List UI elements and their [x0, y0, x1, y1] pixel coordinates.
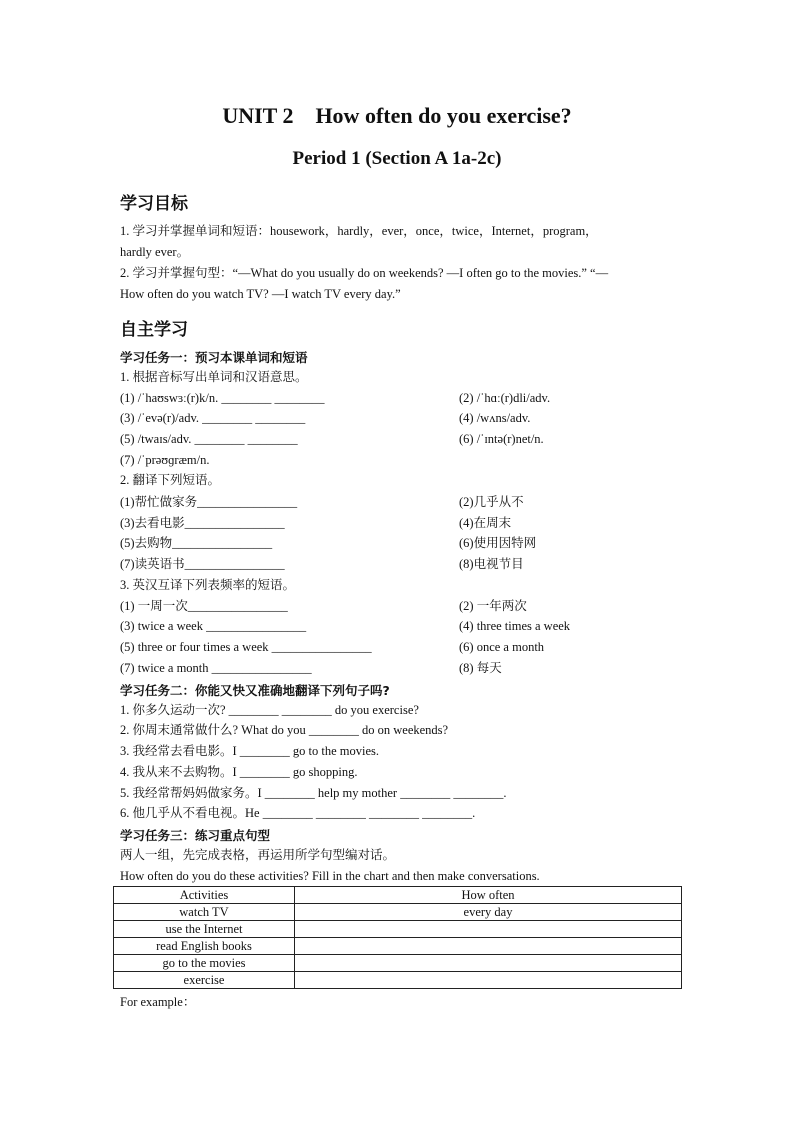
- example-label: For example：: [120, 995, 196, 1009]
- table-row: [114, 921, 682, 938]
- period-subtitle: Period 1 (Section A 1a-2c): [292, 148, 502, 169]
- phonetic-item: (5) /twaɪs/adv. ________ ________: [120, 432, 298, 446]
- frequency-cell[interactable]: [295, 938, 682, 955]
- phonetic-item: (3) /ˈevə(r)/adv. ________ ________: [120, 411, 306, 425]
- phrase-item: (6)使用因特网: [459, 536, 537, 550]
- question-heading: 1. 根据音标写出单词和汉语意思。: [120, 370, 308, 384]
- task2-heading: 学习任务二：你能又快又准确地翻译下列句子吗?: [120, 683, 390, 698]
- translation-sentence: 2. 你周末通常做什么? What do you ________ do on weekends?: [120, 723, 449, 737]
- translation-sentence: 5. 我经常帮妈妈做家务。I ________ help my mother ________ ________.: [120, 786, 507, 800]
- phrase-item: (4)在周末: [459, 516, 512, 530]
- translation-sentence: 4. 我从来不去购物。I ________ go shopping.: [120, 765, 358, 779]
- table-header-how-often: How often: [295, 887, 682, 904]
- question-heading: 2. 翻译下列短语。: [120, 473, 221, 487]
- phonetic-item: (7) /ˈprəʊɡræm/n.: [120, 453, 210, 467]
- task1-heading: 学习任务一：预习本课单词和短语: [120, 350, 308, 365]
- task3-instruction: 两人一组，先完成表格，再运用所学句型编对话。: [120, 848, 396, 862]
- section-heading-goals: 学习目标: [120, 194, 188, 214]
- section-heading-self-study: 自主学习: [120, 320, 188, 340]
- table-row: [114, 955, 682, 972]
- activity-cell: use the Internet: [114, 921, 295, 938]
- table-row: [114, 904, 682, 921]
- table-header-activities: Activities: [114, 887, 295, 904]
- task3-instruction-english: How often do you do these activities? Fill in the chart and then make conversations.: [120, 869, 540, 883]
- activity-cell: go to the movies: [114, 955, 295, 972]
- frequency-item: (5) three or four times a week ________________: [120, 640, 372, 654]
- phrase-item: (5)去购物________________: [120, 536, 273, 550]
- activities-table: [113, 886, 682, 989]
- phrase-item: (8)电视节目: [459, 557, 524, 571]
- frequency-item: (2) 一年两次: [459, 599, 527, 613]
- activity-cell: read English books: [114, 938, 295, 955]
- frequency-item: (4) three times a week: [459, 619, 571, 633]
- frequency-cell[interactable]: every day: [295, 904, 682, 921]
- goal-line: hardly ever。: [120, 245, 190, 259]
- task3-heading: 学习任务三：练习重点句型: [120, 828, 271, 843]
- frequency-item: (3) twice a week ________________: [120, 619, 307, 633]
- frequency-item: (7) twice a month ________________: [120, 661, 312, 675]
- table-row: [114, 972, 682, 989]
- frequency-cell[interactable]: [295, 955, 682, 972]
- goal-line: How often do you watch TV? —I watch TV every day.”: [120, 287, 401, 301]
- question-heading: 3. 英汉互译下列表频率的短语。: [120, 578, 296, 592]
- frequency-item: (6) once a month: [459, 640, 545, 654]
- frequency-item: (8) 每天: [459, 661, 502, 675]
- phonetic-item: (4) /wʌns/adv.: [459, 411, 531, 425]
- phrase-item: (3)去看电影________________: [120, 516, 285, 530]
- table-header-row: [114, 887, 682, 904]
- activity-cell: watch TV: [114, 904, 295, 921]
- unit-title: UNIT 2 How often do you exercise?: [222, 103, 572, 128]
- goal-line: 1. 学习并掌握单词和短语：housework，hardly，ever，once，twice，Internet，program，: [120, 224, 598, 238]
- translation-sentence: 6. 他几乎从不看电视。He ________ ________ ________ ________.: [120, 806, 476, 820]
- phonetic-item: (2) /ˈhɑː(r)dli/adv.: [459, 391, 551, 405]
- activity-cell: exercise: [114, 972, 295, 989]
- phrase-item: (7)读英语书________________: [120, 557, 285, 571]
- table-row: [114, 938, 682, 955]
- goal-line: 2. 学习并掌握句型：“—What do you usually do on weekends? —I often go to the movies.” “—: [120, 266, 609, 280]
- frequency-cell[interactable]: [295, 972, 682, 989]
- phrase-item: (1)帮忙做家务________________: [120, 495, 298, 509]
- phrase-item: (2)几乎从不: [459, 495, 524, 509]
- translation-sentence: 1. 你多久运动一次? ________ ________ do you exercise?: [120, 703, 419, 717]
- translation-sentence: 3. 我经常去看电影。I ________ go to the movies.: [120, 744, 380, 758]
- phonetic-item: (1) /ˈhaʊswɜː(r)k/n. ________ ________: [120, 391, 325, 405]
- frequency-cell[interactable]: [295, 921, 682, 938]
- phonetic-item: (6) /ˈɪntə(r)net/n.: [459, 432, 544, 446]
- frequency-item: (1) 一周一次________________: [120, 599, 288, 613]
